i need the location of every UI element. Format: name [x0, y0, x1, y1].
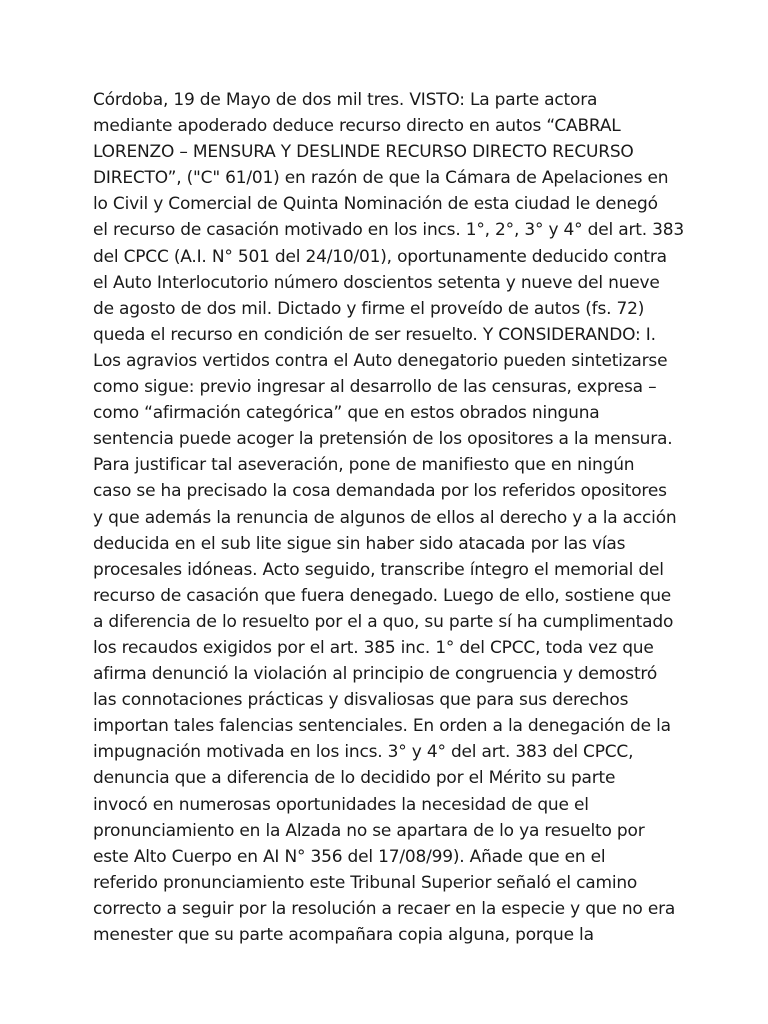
text-line: el recurso de casación motivado en los incs. 1°, 2°, 3° y 4° del art. 383	[93, 220, 684, 241]
text-line: a diferencia de lo resuelto por el a quo, su parte sí ha cumplimentado	[93, 611, 674, 632]
text-line: queda el recurso en condición de ser resuelto. Y CONSIDERANDO: I.	[93, 324, 656, 345]
text-line: invocó en numerosas oportunidades la necesidad de que el	[93, 794, 589, 815]
text-line: como “afirmación categórica” que en estos obrados ninguna	[93, 403, 600, 424]
text-line: menester que su parte acompañara copia alguna, porque la	[93, 925, 594, 945]
body-text	[93, 87, 733, 948]
text-line: lo Civil y Comercial de Quinta Nominación de esta ciudad le denegó	[93, 194, 658, 215]
text-line: caso se ha precisado la cosa demandada por los referidos opositores	[93, 481, 667, 502]
text-line: sentencia puede acoger la pretensión de los opositores a la mensura.	[93, 429, 673, 450]
text-line: del CPCC (A.I. N° 501 del 24/10/01), oportunamente deducido contra	[93, 246, 667, 267]
text-line: pronunciamiento en la Alzada no se apartara de lo ya resuelto por	[93, 820, 645, 841]
text-line: de agosto de dos mil. Dictado y firme el proveído de autos (fs. 72)	[93, 298, 645, 319]
text-line: afirma denunció la violación al principio de congruencia y demostró	[93, 664, 658, 685]
text-line: LORENZO – MENSURA Y DESLINDE RECURSO DIRECTO RECURSO	[93, 142, 634, 163]
text-line: correcto a seguir por la resolución a recaer en la especie y que no era	[93, 898, 676, 919]
text-line: los recaudos exigidos por el art. 385 inc. 1° del CPCC, toda vez que	[93, 637, 654, 658]
text-line: como sigue: previo ingresar al desarrollo de las censuras, expresa –	[93, 377, 657, 398]
text-line: y que además la renuncia de algunos de ellos al derecho y a la acción	[93, 507, 677, 528]
text-line: importan tales falencias sentenciales. En orden a la denegación de la	[93, 716, 671, 737]
text-line: Córdoba, 19 de Mayo de dos mil tres. VISTO: La parte actora	[93, 90, 598, 110]
text-line: DIRECTO”, ("C" 61/01) en razón de que la Cámara de Apelaciones en	[93, 168, 669, 189]
text-line: el Auto Interlocutorio número doscientos setenta y nueve del nueve	[93, 272, 660, 293]
text-line: mediante apoderado deduce recurso directo en autos “CABRAL	[93, 116, 621, 137]
text-line: procesales idóneas. Acto seguido, transcribe íntegro el memorial del	[93, 559, 664, 580]
text-line: referido pronunciamiento este Tribunal Superior señaló el camino	[93, 872, 638, 893]
text-line: este Alto Cuerpo en AI N° 356 del 17/08/99). Añade que en el	[93, 846, 606, 867]
text-line: Para justificar tal aseveración, pone de manifiesto que en ningún	[93, 455, 635, 476]
text-line: recurso de casación que fuera denegado. Luego de ello, sostiene que	[93, 585, 672, 606]
text-line: las connotaciones prácticas y disvaliosas que para sus derechos	[93, 690, 629, 711]
text-line: Los agravios vertidos contra el Auto denegatorio pueden sintetizarse	[93, 350, 668, 371]
text-line: denuncia que a diferencia de lo decidido por el Mérito su parte	[93, 768, 616, 789]
text-line: deducida en el sub lite sigue sin haber sido atacada por las vías	[93, 533, 626, 554]
text-line: impugnación motivada en los incs. 3° y 4° del art. 383 del CPCC,	[93, 742, 634, 763]
